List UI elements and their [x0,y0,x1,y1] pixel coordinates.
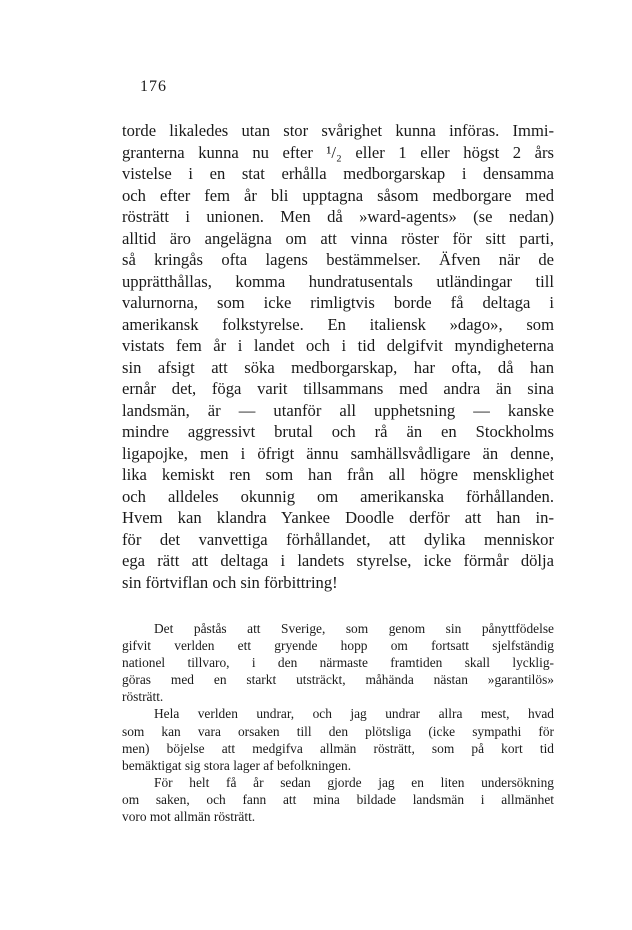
footnote-line: som kan vara orsaken till den plötsliga (icke sympathi för [122,723,554,739]
text-line: vistats fem år i landet och i tid delgifvit myndigheterna [122,336,554,355]
footnote-line: nationel tillvaro, i den närmaste framtiden skall lycklig- [122,655,554,671]
footnote-line: göras med en starkt utsträckt, måhända nästan »garantilös» [122,672,554,688]
text-line: mindre aggressivt brutal och rå än en Stockholms [122,422,554,441]
text-line: rösträtt i unionen. Men då »ward-agents» (se nedan) [122,207,554,226]
text-line: för det vanvettiga förhållandet, att dylika menniskor [122,529,554,549]
text-line: alltid äro angelägna om att vinna röster för sitt parti, [122,228,554,248]
text-line: så kringås ofta lagens bestämmelser. Äfven när de [122,250,554,269]
text-line: torde likaledes utan stor svårighet kunna införas. Immi- [122,121,554,140]
text-line: ega rätt att deltaga i landets styrelse, icke förmår dölja [122,551,554,570]
text-line: Hvem kan klandra Yankee Doodle derför att han in- [122,508,554,527]
text-line: ernår det, föga varit tillsammans med andra än sina [122,379,554,398]
footnote-line: Hela verlden undrar, och jag undrar allra mest, hvad [154,706,554,722]
footnote-line: För helt få år sedan gjorde jag en liten undersökning [154,774,554,790]
text-line: landsmän, är — utanför all upphetsning — kanske [122,400,554,420]
page-number: 176 [140,78,167,95]
text-line: valurnorna, som icke rimligtvis borde få deltaga i [122,293,554,312]
footnote-line: om saken, och fann att mina bildade landsmän i allmänhet [122,791,554,807]
text-line: ligapojke, men i öfrigt ännu samhällsvådligare än denne, [122,443,554,463]
text-line: sin afsigt att söka medborgarskap, har ofta, då han [122,357,554,377]
footnote-line: men) böjelse att medgifva allmän rösträtt, som på kort tid [122,740,554,756]
main-text [122,120,554,593]
text-line: och efter fem år bli upptagna såsom medborgare med [122,185,554,205]
text-line: lika kemiskt ren som han från all högre mensklighet [122,465,554,484]
text-line: vistelse i en stat erhålla medborgarskap i densamma [122,164,554,183]
text-line: upprätthållas, komma hundratusentals utländingar till [122,271,554,291]
footnote-line: voro mot allmän rösträtt. [122,809,256,825]
footnote-line: gifvit verlden ett gryende hopp om fortsatt sjelfständig [122,638,554,654]
footnote-line: bemäktigat sig stora lager af befolkningen. [122,757,352,773]
footnote-line: rösträtt. [122,689,164,705]
footnotes [122,620,554,825]
text-line: sin förtviflan och sin förbittring! [122,572,338,592]
footnote-line: Det påstås att Sverige, som genom sin pånyttfödelse [154,621,554,636]
text-line: och alldeles okunnig om amerikanska förhållanden. [122,486,554,506]
text-line: granterna kunna nu efter ¹/₂ eller 1 eller högst 2 års [122,142,554,162]
text-line: amerikansk folkstyrelse. En italiensk »dago», som [122,314,554,334]
